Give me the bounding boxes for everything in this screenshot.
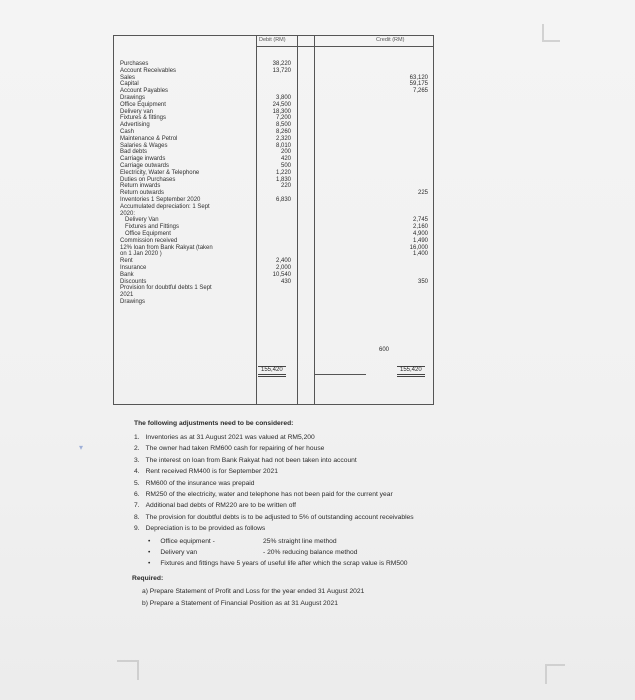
asset-name: Delivery van: [160, 549, 198, 556]
item-text: RM250 of the electricity, water and telephone has not been paid for the current year: [145, 491, 393, 498]
debit-amount: 13,720: [272, 67, 291, 74]
item-number: 2.: [134, 445, 140, 453]
account-name: Duties on Purchases: [120, 176, 176, 183]
account-name: Delivery van: [120, 108, 154, 115]
credit-amount: 4,900: [412, 231, 428, 237]
account-name: 12% loan from Bank Rakyat (taken: [120, 244, 213, 251]
chevron-down-icon: ▾: [79, 443, 84, 452]
column-divider: [297, 36, 298, 404]
item-text: RM600 of the insurance was prepaid: [145, 479, 255, 487]
required-title: Required:: [132, 574, 164, 582]
asset-name: Fixtures and fittings have 5 years of useful life after which the scrap value is RM500: [160, 560, 408, 568]
credit-amount: 7,265: [412, 88, 428, 95]
bullet-icon: •: [148, 537, 151, 545]
page-corner-mark: [545, 664, 565, 684]
column-divider: [256, 36, 257, 404]
debit-amount: 8,500: [275, 122, 291, 129]
item-number: 9.: [134, 525, 140, 533]
account-name: Delivery Van: [120, 217, 159, 224]
account-name: Fixtures and Fittings: [120, 224, 180, 231]
debit-amount: 420: [280, 156, 291, 163]
column-divider: [314, 36, 315, 404]
adjustment-item: [134, 491, 393, 498]
account-name: Cash: [120, 129, 135, 135]
debit-amount: 1,830: [275, 176, 291, 183]
account-name: Advertising: [120, 122, 150, 129]
account-name: Purchases: [120, 61, 149, 67]
debit-amount: 7,200: [275, 115, 291, 122]
bullet-icon: •: [148, 549, 151, 556]
account-name: Provision for doubtful debts 1 Sept: [120, 285, 212, 292]
debit-amount: 3,800: [275, 95, 291, 101]
page-corner-mark: [117, 660, 139, 680]
debit-amount: 10,540: [272, 271, 291, 278]
item-text: The owner had taken RM600 cash for repairing of her house: [145, 445, 325, 453]
account-name: Fixtures & fittings: [120, 115, 167, 122]
debit-amount: 2,320: [275, 135, 291, 142]
asset-name: Office equipment -: [160, 537, 215, 545]
account-name: Commission received: [120, 237, 178, 244]
debit-amount: 2,400: [275, 258, 291, 265]
adjustment-item: [134, 502, 296, 509]
account-name: Discounts: [120, 278, 147, 285]
credit-amount: 2,160: [412, 224, 428, 231]
item-text: Rent received RM400 is for September 2021: [145, 468, 278, 476]
trial-balance-table: [113, 35, 434, 405]
debit-amount: 2,000: [275, 265, 291, 271]
adjustments-title: The following adjustments need to be considered:: [134, 420, 294, 427]
debit-amount: 8,010: [275, 142, 291, 149]
item-text: The provision for doubtful debts is to be adjusted to 5% of outstanding account receivables: [145, 513, 414, 521]
item-number: 6.: [134, 491, 140, 498]
depreciation-item: [148, 537, 337, 545]
account-name: on 1 Jan 2020 ): [120, 251, 162, 258]
required-item: b) Prepare a Statement of Financial Position as at 31 August 2021: [142, 599, 338, 607]
account-name: Return inwards: [120, 183, 161, 190]
depreciation-item: [148, 560, 408, 567]
account-name: Drawings: [120, 299, 146, 305]
account-name: Electricity, Water & Telephone: [120, 169, 200, 176]
item-text: Additional bad debts of RM220 are to be written off: [145, 502, 297, 510]
account-name: Office Equipment: [120, 101, 166, 108]
account-name: Office Equipment: [120, 231, 171, 237]
item-number: 4.: [134, 468, 140, 476]
credit-header: Credit (RM): [376, 37, 405, 43]
adjustment-item: [134, 445, 324, 452]
item-text: Inventories as at 31 August 2021 was valued at RM5,200: [145, 434, 315, 441]
debit-amount: 8,260: [275, 129, 291, 135]
account-name: Bad debts: [120, 149, 148, 156]
item-number: 5.: [134, 479, 140, 487]
account-name: Inventories 1 September 2020: [120, 197, 201, 203]
account-name: Rent: [120, 258, 133, 265]
account-name: Carriage inwards: [120, 156, 166, 163]
bullet-icon: •: [148, 560, 151, 568]
debit-amount: 220: [280, 183, 291, 190]
debit-amount: 6,830: [275, 197, 291, 203]
depreciation-method: 25% straight line method: [263, 537, 337, 545]
credit-amount: 225: [417, 190, 428, 197]
debit-amount: 18,300: [272, 108, 291, 115]
total-rule: [314, 374, 366, 375]
account-name: Account Receivables: [120, 67, 177, 74]
debit-amount: 38,220: [272, 61, 291, 67]
credit-amount: 16,000: [409, 244, 428, 251]
item-number: 7.: [134, 502, 140, 510]
depreciation-item: [148, 549, 358, 556]
credit-amount: 350: [417, 278, 428, 285]
debit-amount: 24,500: [272, 101, 291, 108]
account-name: Sales: [120, 74, 136, 81]
item-number: 1.: [134, 434, 140, 441]
header-rule: [256, 46, 433, 47]
adjustment-item: [134, 480, 255, 487]
credit-amount: 2,745: [412, 217, 428, 224]
account-name: 2021: [120, 292, 134, 299]
debit-amount: 430: [280, 278, 291, 285]
adjustment-item: [134, 525, 265, 532]
required-item: a) Prepare Statement of Profit and Loss for the year ended 31 August 2021: [142, 588, 365, 596]
adjustment-item: [134, 514, 414, 521]
item-text: Depreciation is to be provided as follows: [145, 525, 266, 533]
debit-amount: 1,220: [275, 169, 291, 176]
credit-amount: 1,400: [412, 251, 428, 258]
account-name: Drawings: [120, 95, 146, 101]
discount-credit-alt: 600: [378, 347, 389, 353]
debit-total: 155,420: [258, 366, 286, 377]
debit-amount: 500: [280, 163, 291, 169]
debit-amount: 200: [280, 149, 291, 156]
item-number: 3.: [134, 456, 140, 464]
credit-amount: 63,120: [409, 74, 428, 81]
adjustment-item: [134, 434, 315, 441]
page-corner-mark: [542, 24, 560, 42]
account-name: 2020:: [120, 210, 136, 217]
credit-amount: 1,490: [412, 237, 428, 244]
credit-total: 155,420: [397, 366, 425, 377]
account-name: Accumulated depreciation: 1 Sept: [120, 203, 210, 210]
item-text: The interest on loan from Bank Rakyat had not been taken into account: [145, 456, 357, 464]
adjustment-item: [134, 468, 278, 475]
item-number: 8.: [134, 513, 140, 521]
adjustment-item: [134, 457, 357, 464]
account-name: Carriage outwards: [120, 163, 170, 169]
account-name: Bank: [120, 271, 134, 278]
account-name: Salaries & Wages: [120, 142, 168, 149]
account-name: Maintenance & Petrol: [120, 135, 178, 142]
debit-header: Debit (RM): [259, 37, 286, 43]
depreciation-method: - 20% reducing balance method: [263, 549, 358, 556]
account-name: Insurance: [120, 265, 147, 271]
account-name: Account Payables: [120, 88, 169, 95]
account-name: Return outwards: [120, 190, 165, 197]
account-name: Capital: [120, 81, 139, 88]
credit-amount: 59,175: [409, 81, 428, 88]
